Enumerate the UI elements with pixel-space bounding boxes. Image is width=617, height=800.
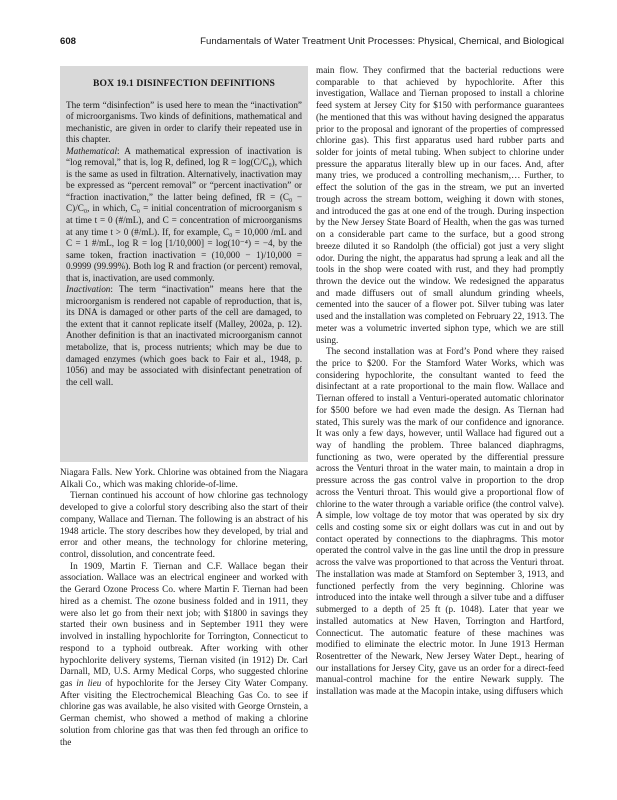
box-paragraph-mathematical (66, 146, 302, 285)
box-text-inactivation: : The term “inactivation” means here that the microorganism is rendered not capable of reproduction, that is, its DNA is damaged or other parts of the cell are damaged, to the extent that it cannot replicate itself (Malley, 2002a, p. 12). Another definition is that an inactivated microorganism cannot metabolize, that is, process nutrients; which may be due to damaged enzymes (which goes back to Fair et al., 1948, p. 1056) and may be associated with disinfectant penetration of the cell wall. (66, 284, 302, 387)
page-number: 608 (60, 36, 77, 47)
box-text-mathematical: : A mathematical expression of inactivation is “log removal,” that is, log R, defined, log R = log(C/C₀), which is the same as used in filtration. Alternatively, inactivation may be expressed as “percent removal” or “percent inactivation” or “fraction inactivation,” the latter being defined, fR = (C₀ − C)/C₀, in which, C₀ = initial concentration of microorganism s at time t = 0 (#/mL), and C = concentration of microorganisms at any time t > 0 (#/mL). If, for example, C₀ = 10,000 /mL and C = 1 #/mL, log R = log [1/10,000] = log(10⁻⁴) = −4, by the same token, fraction inactivation = (10,000 − 1)/10,000 = 0.9999 (99.99%). Both log R and fraction (or percent) removal, that is, inactivation, are used commonly. (66, 145, 302, 283)
definitions-box (60, 66, 308, 462)
running-header (60, 36, 564, 50)
box-paragraph-intro: The term “disinfection” is used here to mean the “inactivation” of microorganisms. Two kinds of definitions, mathematical and mechanistic, are given in order to clarify their repeated use in this chapter. (66, 99, 302, 145)
left-paragraph-1: Niagara Falls. New York. Chlorine was obtained from the Niagara Alkali Co., which was making chloride-of-lime. (60, 468, 308, 490)
latin-term: in lieu (76, 678, 102, 689)
box-term-mathematical: Mathematical (66, 145, 118, 156)
right-paragraph-1: main flow. They confirmed that the bacterial reductions were comparable to that achieved by hypochlorite. After this investigation, Wallace and Tiernan proposed to install a chlorine feed system at Jersey City for $150 with performance guarantees (he mentioned that this was without having designed the apparatus prior to the proposal and ignorant of the properties of compressed chlorine gas). This first apparatus used hard rubber parts and solder for joints of metal tubing. When subject to chlorine under pressure the apparatus literally blew up in our faces. And, after many tries, we produced a controlling mechanism,… Further, to effect the solution of the gas in the stream, we put an inverted trough across the stream bottom, weighing it down with stones, and introduced the gas at one end of the trough. During inspection by the New Jersey State Board of Health, when the gas was turned on a considerable part came to the surface, but a good strong breeze diluted it so Randolph (the official) got just a very slight odor. During the night, the apparatus had sprung a leak and all the tools in the shop were coated with rust, and they had promptly thrown the device out the window. We redesigned the apparatus and made diffusers out of small alundum grinding wheels, cemented into the saucer of a flower pot. Silver tubing was later used and the installation was completed on February 22, 1913. The meter was a volumetric inverted siphon type, which we are still using. (316, 66, 564, 346)
right-paragraph-2: The second installation was at Ford’s Pond where they raised the price to $200. For the Stamford Water Works, which was considering hypochlorite, the consultant wanted to feed the disinfectant at a rate proportional to the main flow. Wallace and Tiernan offered to install a Venturi-operated automatic chlorinator for $500 before we had even made the design. As Tiernan had stated, This surely was the mark of our confidence and ignorance. It was only a few days, however, until Wallace had figured out a way of handling the problem. Three balanced diaphragms, functioning as two, were operated by the differential pressure across the Venturi throat in the water main, to maintain a drop in pressure across the gas control valve in proportion to the drop across the Venturi throat. This would give a proportional flow of chlorine to the water through a variable orifice (the control valve). A simple, low voltage de toy motor that was operated by six dry cells and costing some six or eight dollars was cut in and out by contact operated by connections to the diaphragms. This motor operated the control valve in the gas line until the drop in pressure across the valve was proportioned to that across the Venturi throat. The installation was made at Stamford on September 3, 1913, and functioned perfectly from the very beginning. Chlorine was introduced into the intake well through a silver tube and a diffuser submerged to a depth of 25 ft (p. 1048). Later that year we installed automatics at New Haven, Torrington and Hartford, Connecticut. The automatic feature of these machines was modified to eliminate the electric motor. In June 1913 Herman Rosentretter of the Newark, New Jersey Water Dept., hearing of our installations for Jersey City, gave us an order for a direct-feed manual-control machine for the entire Newark supply. The installation was made at the Macopin intake, using diffusers which (316, 347, 564, 698)
box-term-inactivation: Inactivation (66, 284, 111, 295)
left-paragraph-2: Tiernan continued his account of how chlorine gas technology developed to give a colorful story describing also the start of their company, Wallace and Tiernan. The following is an abstract of his 1948 article. The story describes how they developed, by trial and error and other means, the technology for chlorine metering, control, dissolution, and concentrate feed. (60, 491, 308, 561)
box-paragraph-inactivation (66, 284, 302, 388)
running-title: Fundamentals of Water Treatment Unit Processes: Physical, Chemical, and Biological (200, 36, 564, 47)
left-column-text (60, 468, 308, 749)
left-paragraph-3: In 1909, Martin F. Tiernan and C.F. Wallace began their association. Wallace was an electrical engineer and worked with the Gerard Ozone Process Co. where Martin F. Tiernan had been hired as a chemist. The ozone business folded and in 1911, they were also let go from their next job; with $1800 in savings they started their own business and in September 1911 they were involved in installing hypochlorite for Torrington, Connecticut to respond to a typhoid outbreak. After working with other hypochlorite delivery systems, Tiernan visited (in 1912) Dr. Carl Darnall, MD, U.S. Army Medical Corps, who suggested chlorine gas in lieu of hypochlorite for the Jersey City Water Company. After visiting the Electrochemical Bleaching Gas Co. to see if chlorine gas was available, he also visited with George Ornstein, a German chemist, who showed a method of making a chlorine solution from chlorine gas that was then fed through an orifice to the (60, 561, 308, 748)
box-title: BOX 19.1 DISINFECTION DEFINITIONS (93, 78, 275, 89)
right-column-text (316, 66, 564, 699)
